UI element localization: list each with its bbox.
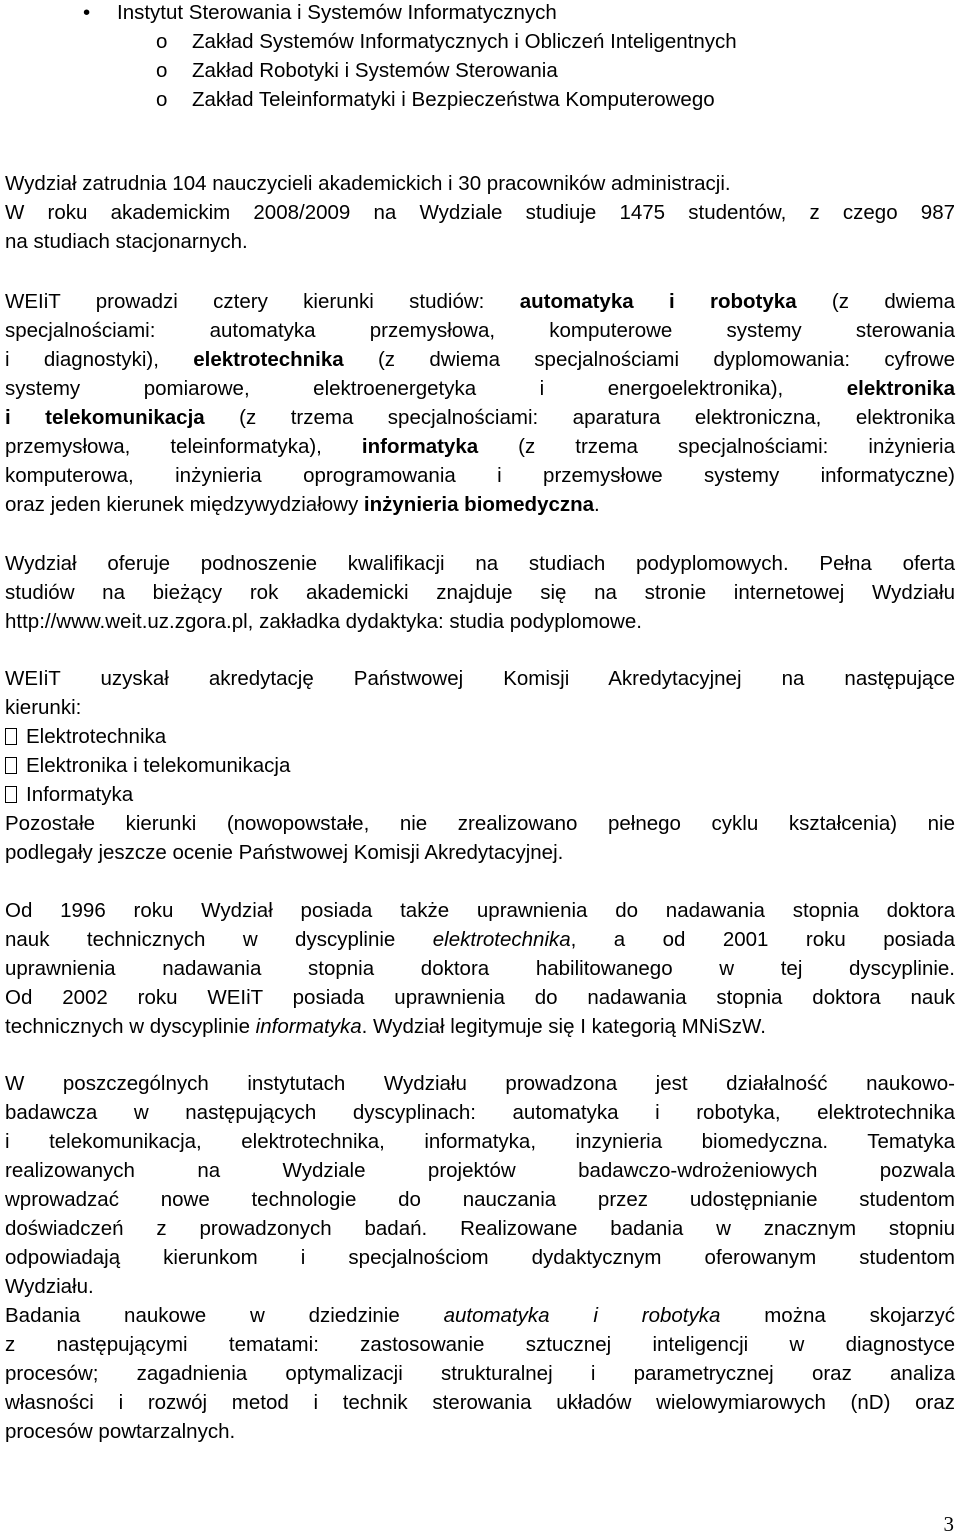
paragraph-line: odpowiadają kierunkom i specjalnościom dydaktycznym oferowanym studentom [5,1246,955,1269]
accredited-item-label: Elektrotechnika [26,725,167,748]
paragraph-line [5,432,955,461]
paragraph-line [5,403,955,432]
text-run: (z dwiema [796,290,955,313]
sub-bullet-icon: o [156,30,168,53]
department-name: Zakład Robotyki i Systemów Sterowania [192,59,558,82]
discipline-automatyka: automatyka i robotyka [443,1304,721,1327]
accredited-item [5,722,955,751]
program-informatyka: informatyka [361,435,479,458]
paragraph-line [5,345,955,374]
text-run: można skojarzyć [720,1304,956,1327]
paragraph-line: doświadczeń z prowadzonych badań. Realizowane badania w znacznym stopniu [5,1217,955,1240]
postgrad-paragraph [5,549,955,636]
checkbox-icon [5,786,17,803]
program-biomedyczna: inżynieria biomedyczna [363,493,595,516]
institute-list [5,0,955,114]
paragraph-line: specjalnościami: automatyka przemysłowa, komputerowe systemy sterowania [5,319,955,342]
text-run: , a od 2001 roku posiada [570,928,955,951]
paragraph-line: z następującymi tematami: zastosowanie sztucznej inteligencji w diagnostyce [5,1333,955,1356]
doctorate-paragraph [5,896,955,1041]
text-run: nauk technicznych w dyscyplinie [5,928,433,951]
paragraph-line: na studiach stacjonarnych. [5,230,248,253]
paragraph-line: własności i rozwój metod i technik sterowania układów wielowymiarowych (nD) oraz [5,1391,955,1414]
paragraph-line: podlegały jeszcze ocenie Państwowej Komisji Akredytacyjnej. [5,841,564,864]
paragraph-line: procesów powtarzalnych. [5,1420,236,1443]
text-run: systemy pomiarowe, elektroenergetyka i energoelektronika), [5,377,847,400]
paragraph-line [5,287,955,316]
research-paragraph [5,1069,955,1446]
discipline-informatyka: informatyka [255,1015,362,1038]
sub-bullet-icon: o [156,88,168,111]
paragraph-line: uprawnienia nadawania stopnia doktora habilitowanego w tej dyscyplinie. [5,957,955,980]
page-number: 3 [943,1512,954,1536]
bullet-icon: • [83,1,91,24]
programs-paragraph [5,287,955,519]
text-run: Badania naukowe w dziedzinie [5,1304,444,1327]
text-run: (z dwiema specjalnościami dyplomowania: cyfrowe [343,348,955,371]
text-run: . [594,493,600,516]
paragraph-line: kierunki: [5,696,82,719]
program-telekomunikacja: i telekomunikacja [5,406,205,429]
program-automatyka: automatyka i robotyka [519,290,797,313]
paragraph-line: Wydział zatrudnia 104 nauczycieli akademickich i 30 pracowników administracji. [5,172,731,195]
accreditation-paragraph [5,664,955,867]
paragraph-line: Od 2002 roku WEIiT posiada uprawnienia do nadawania stopnia doktora nauk [5,986,955,1009]
paragraph-line [5,925,955,954]
paragraph-line [5,374,955,403]
checkbox-icon [5,728,17,745]
checkbox-icon [5,757,17,774]
paragraph-line: WEIiT uzyskał akredytację Państwowej Komisji Akredytacyjnej na następujące [5,667,955,690]
sub-bullet-icon: o [156,59,168,82]
paragraph-line: Od 1996 roku Wydział posiada także uprawnienia do nadawania stopnia doktora [5,899,955,922]
paragraph-line: badawcza w następujących dyscyplinach: automatyka i robotyka, elektrotechnika [5,1101,955,1124]
paragraph-line: procesów; zagadnienia optymalizacji strukturalnej i parametrycznej oraz analiza [5,1362,955,1385]
text-run: technicznych w dyscyplinie [5,1015,256,1038]
paragraph-line: Wydział oferuje podnoszenie kwalifikacji na studiach podyplomowych. Pełna oferta [5,552,955,575]
paragraph-line [5,490,955,519]
paragraph-line [5,1301,955,1330]
accredited-item-label: Informatyka [26,783,134,806]
text-run: przemysłowa, teleinformatyka), [5,435,362,458]
paragraph-line: wprowadzać nowe technologie do nauczania przez udostępnianie studentom [5,1188,955,1211]
text-run: (z trzema specjalnościami: aparatura elektroniczna, elektronika [204,406,955,429]
text-run: . Wydział legitymuje się I kategorią MNiSzW. [361,1015,766,1038]
text-run: i diagnostyki), [5,348,194,371]
institute-name: Instytut Sterowania i Systemów Informatycznych [117,1,557,24]
paragraph-line: W roku akademickim 2008/2009 na Wydziale studiuje 1475 studentów, z czego 987 [5,201,955,224]
program-elektronika: elektronika [846,377,955,400]
text-run: oraz jeden kierunek międzywydziałowy [5,493,364,516]
department-name: Zakład Systemów Informatycznych i Obliczeń Inteligentnych [192,30,737,53]
list-item-institute [5,0,955,27]
department-name: Zakład Teleinformatyki i Bezpieczeństwa Komputerowego [192,88,715,111]
program-elektrotechnika: elektrotechnika [193,348,344,371]
text-run: WEIiT prowadzi cztery kierunki studiów: [5,290,520,313]
paragraph-line: studiów na bieżący rok akademicki znajduje się na stronie internetowej Wydziału [5,581,955,604]
paragraph-line: Pozostałe kierunki (nowopowstałe, nie zrealizowano pełnego cyklu kształcenia) nie [5,812,955,835]
paragraph-line: realizowanych na Wydziale projektów badawczo-wdrożeniowych pozwala [5,1159,955,1182]
accredited-item [5,751,955,780]
list-item-department [5,27,955,56]
discipline-elektrotechnika: elektrotechnika [432,928,571,951]
list-item-department [5,85,955,114]
paragraph-line: komputerowa, inżynieria oprogramowania i przemysłowe systemy informatyczne) [5,464,955,487]
staff-paragraph [5,169,955,256]
paragraph-line: http://www.weit.uz.zgora.pl, zakładka dydaktyka: studia podyplomowe. [5,610,642,633]
accredited-item [5,780,955,809]
paragraph-line: Wydziału. [5,1275,94,1298]
paragraph-line: W poszczególnych instytutach Wydziału prowadzona jest działalność naukowo- [5,1072,955,1095]
text-run: (z trzema specjalnościami: inżynieria [478,435,955,458]
paragraph-line [5,1012,955,1041]
paragraph-line: i telekomunikacja, elektrotechnika, informatyka, inzynieria biomedyczna. Tematyka [5,1130,955,1153]
accredited-item-label: Elektronika i telekomunikacja [26,754,291,777]
list-item-department [5,56,955,85]
